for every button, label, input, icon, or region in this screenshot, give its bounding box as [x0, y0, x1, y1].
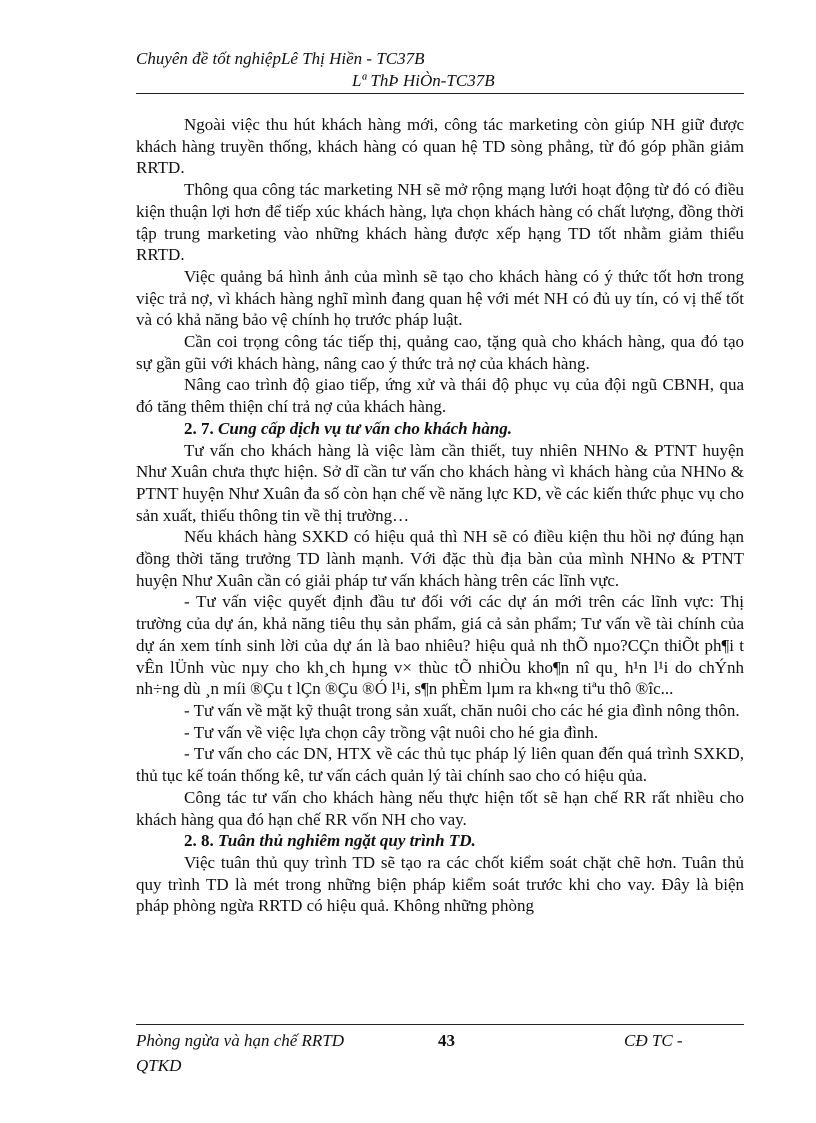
- footer-rule: [136, 1024, 744, 1025]
- list-paragraph: - Tư vấn cho các DN, HTX về các thủ tục pháp lý liên quan đến quá trình SXKD, thủ tục kế toán thống kê, tư vấn cách quản lý tài chính sao cho có hiệu qủa.: [136, 744, 744, 786]
- list-paragraph: - Tư vấn việc quyết định đầu tư đối với các dự án mới trên các lĩnh vực: Thị trường của dự án, khả năng tiêu thụ sản phẩm, giá cả sản phẩm; Tư vấn về tài chính của dự án xem tính sinh lời của dự án là bao nhiêu? hiệu quả nh thÕ nµo?CÇn thiÕt ph¶i t vÊn lÜnh vùc nµy cho kh¸ch hµng v× thùc tÕ nhiÒu kho¶n nî qu¸ h¹n l¹i do chÝnh nh÷ng dù ¸n míi ®Çu t lÇn ®Çu ®Ó l¹i, s¶n phÈm lµm ra kh«ng tiªu thô ®îc...: [136, 592, 744, 699]
- paragraph: Nâng cao trình độ giao tiếp, ứng xử và thái độ phục vụ của đội ngũ CBNH, qua đó tăng thêm thiện chí trả nợ của khách hàng.: [136, 375, 744, 417]
- footer-topic: Phòng ngừa và hạn chế RRTD: [136, 1031, 345, 1050]
- page-header: [136, 48, 744, 92]
- page-footer: [136, 1024, 744, 1077]
- footer-class-cont: QTKD: [136, 1056, 182, 1075]
- section-title: Cung cấp dịch vụ tư vấn cho khách hàng.: [218, 418, 513, 438]
- section-number: 2. 8.: [184, 831, 214, 851]
- header-title: Chuyên đề tốt nghiệpLê Thị Hiền - TC37B: [136, 49, 425, 68]
- paragraph: Tư vấn cho khách hàng là việc làm cần thiết, tuy nhiên NHNo & PTNT huyện Như Xuân chưa thực hiện. Sở dĩ cần tư vấn cho khách hàng vì khách hàng của NHNo & PTNT huyện Như Xuân đa số còn hạn chế về năng lực KD, về các kiến thức phục vụ cho sản xuất, thiếu thông tin về thị trường…: [136, 440, 744, 525]
- header-author: Lª ThÞ HiÒn-TC37B: [352, 71, 495, 90]
- section-title: Tuân thủ nghiêm ngặt quy trình TD.: [218, 831, 476, 851]
- section-heading-2-7: [136, 418, 744, 440]
- list-paragraph: - Tư vấn về mặt kỹ thuật trong sản xuất, chăn nuôi cho các hé gia đình nông thôn.: [184, 700, 740, 720]
- paragraph: Cần coi trọng công tác tiếp thị, quảng cao, tặng quà cho khách hàng, qua đó tạo sự gần gũi với khách hàng, nâng cao ý thức trả nợ của khách hàng.: [136, 332, 744, 373]
- section-heading-2-8: [136, 830, 744, 852]
- section-number: 2. 7.: [184, 418, 214, 438]
- paragraph: Việc tuân thủ quy trình TD sẽ tạo ra các chốt kiểm soát chặt chẽ hơn. Tuân thủ quy trình TD là mét trong những biện pháp kiểm soát trước khi cho vay. Đây là biện pháp phòng ngừa RRTD có hiệu quả. Không những phòng: [136, 852, 744, 916]
- paragraph: Thông qua công tác marketing NH sẽ mở rộng mạng lưới hoạt động từ đó có điều kiện thuận lợi hơn để tiếp xúc khách hàng, lựa chọn khách hàng có chất lượng, đồng thời tập trung marketing vào những khách hàng được xếp hạng TD tốt nhằm giảm thiểu RRTD.: [136, 180, 744, 265]
- paragraph: Công tác tư vấn cho khách hàng nếu thực hiện tốt sẽ hạn chế RR rất nhiều cho khách hàng qua đó hạn chế RR vốn NH cho vay.: [136, 787, 744, 829]
- paragraph: Nếu khách hàng SXKD có hiệu quả thì NH sẽ có điều kiện thu hồi nợ đúng hạn đồng thời tăng trưởng TD lành mạnh. Với đặc thù địa bàn của mình NHNo & PTNT huyện Như Xuân cần có giải pháp tư vấn khách hàng trên các lĩnh vực.: [136, 527, 744, 590]
- page-number: 43: [438, 1031, 455, 1050]
- paragraph: Ngoài việc thu hút khách hàng mới, công tác marketing còn giúp NH giữ được khách hàng truyền thống, khách hàng có quan hệ TD sòng phẳng, từ đó góp phần giảm RRTD.: [136, 115, 744, 178]
- header-rule: [136, 93, 744, 94]
- paragraph: Việc quảng bá hình ảnh của mình sẽ tạo cho khách hàng có ý thức tốt hơn trong việc trả nợ, vì khách hàng nghĩ mình đang quan hệ với mét NH có đủ uy tín, có vị thế tốt và có khả năng bảo vệ chính họ trước pháp luật.: [136, 266, 744, 330]
- list-paragraph: - Tư vấn về việc lựa chọn cây trồng vật nuôi cho hé gia đình.: [184, 722, 599, 742]
- document-body: [136, 114, 744, 917]
- footer-class: CĐ TC -: [624, 1031, 683, 1050]
